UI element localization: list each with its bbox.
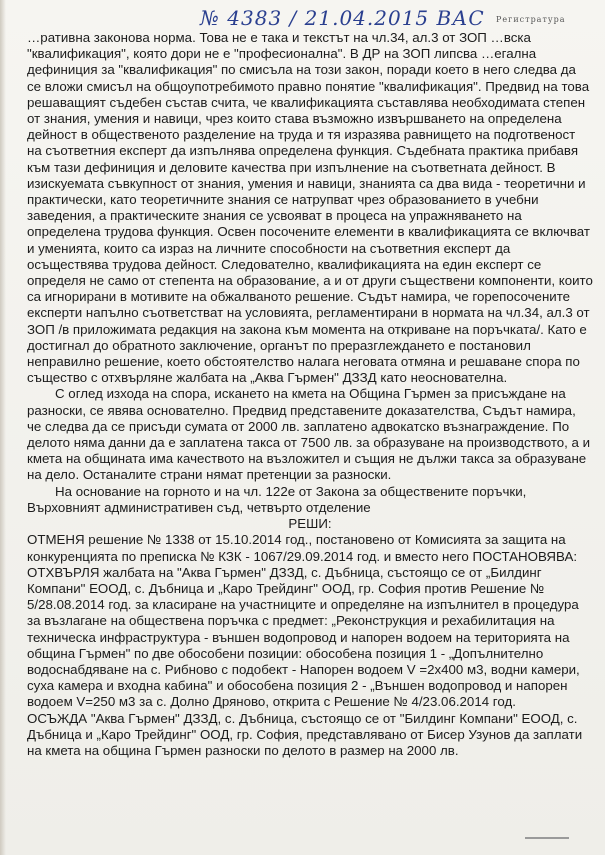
paragraph-annuls: ОТМЕНЯ решение № 1338 от 15.10.2014 год., постановено от Комисията за защита на конкуренцията по преписка № КЗК - 1067/29.09.2014 год. и вместо него ПОСТАНОВЯВА: [27,532,578,564]
paragraph-qualification: …ративна законова норма. Това не е така и текстът на чл.34, ал.3 от ЗОП …вска "квалификация", която дори не е "професионална". В ДР на ЗОП липсва …егална дефиниция за "квалификация" по смисъла на този закон, поради което в него следва да се вложи смисъл на общоупотребимото правно понятие "квалификация". Предвид на това решаващият съдебен състав счита, че квалификацията съставлява необходимата степен от знания, умения и навици, чрез които става възможно извършването на определена дейност в общественото разделение на труда и тя изразява равнището на подготвеност на съответния експерт да изпълнява определена функция. Съдебната практика прибавя към тази дефиниция и деловите качества при изпълнение на съответната дейност. В изискуемата съвкупност от знания, умения и навици, знанията са два вида - теоретични и практически, като теоретичните знания се натрупват чрез образованието в учебни заведения, а практическите знания се усвояват в процеса на упражняването на определена трудова функция. Освен посочените елементи в квалификацията се включват и уменията, които са израз на личните способности на съответния експерт да осъществява трудова дейност. Следователно, квалификацията на един експерт се определя не само от степента на образование, а и от други съществени компоненти, които са игнорирани в мотивите на обжалваното решение. Съдът намира, че горепосочените експерти напълно съответстват на условията, регламентирани в нормата на чл.34, ал.3 от ЗОП /в приложимата редакция на закона към момента на откриване на поръчката/. Като е достигнал до обратното заключение, органът по преразглеждането е постановил неправилно решение, което обстоятелство налага неговата отмяна и решаване спора по същество с отхвърляне жалбата на „Аква Гърмен" ДЗЗД като неоснователна. [27,30,593,386]
decision-heading: РЕШИ: [288,516,332,532]
registry-stamp-label: Регистратура [496,15,566,24]
handwritten-registry-note [200,6,569,30]
document-body [27,30,593,759]
paragraph-rejects: ОТХВЪРЛЯ жалбата на "Аква Гърмен" ДЗЗД, с. Дъбница, състоящо се от „Билдинг Компани" ЕООД, с. Дъбница и „Каро Трейдинг" ООД, гр. София против Решение № 5/28.08.2014 год. за класиране на участниците и определяне на изпълнител в процедура за възлагане на обществена поръчка с предмет: „Реконструкция и рехабилитация на техническа инфраструктура - външен водопровод и напорен водоем на територията на община Гърмен" по две обособени позиции: обособена позиция 1 - „Допълнително водоснабдяване на с. Рибново с подобект - Напорен водоем V =2х400 м3, водни камери, суха камера и входна кабина" и обособена позиция 2 - „Външен водопровод и напорен водоем V=250 м3 за с. Долно Дряново, открита с Решение № 4/23.06.2014 год. [27,564,580,710]
handwritten-number: № 4383 / 21.04.2015 ВАС [200,6,485,30]
paragraph-legal-basis: На основание на горното и на чл. 122е от Закона за обществените поръчки, Върховният административен съд, четвърто отделение [27,483,527,515]
page-bottom-mark [525,837,569,839]
scan-edge-shadow [0,0,6,855]
paragraph-orders: ОСЪЖДА "Аква Гърмен" ДЗЗД, с. Дъбница, състоящо се от "Билдинг Компани" ЕООД, с. Дъбница и „Каро Трейдинг" ООД, гр. София, представлявано от Бисер Узунов да заплати на кмета на община Гърмен разноски по делото в размер на 2000 лв. [27,710,583,758]
paragraph-costs: С оглед изхода на спора, искането на кмета на Община Гърмен за присъждане на разноски, се явява основателно. Предвид представените доказателства, Съдът намира, че следва да се присъди сумата от 2000 лв. заплатено адвокатско възнаграждение. По делото няма данни да е заплатена такса от 7500 лв. за образуване на производството, а и кмета на общината има качеството на възложител и същия не дължи такса за образуване на дело. Останалите страни нямат претенции за разноски. [27,386,591,483]
